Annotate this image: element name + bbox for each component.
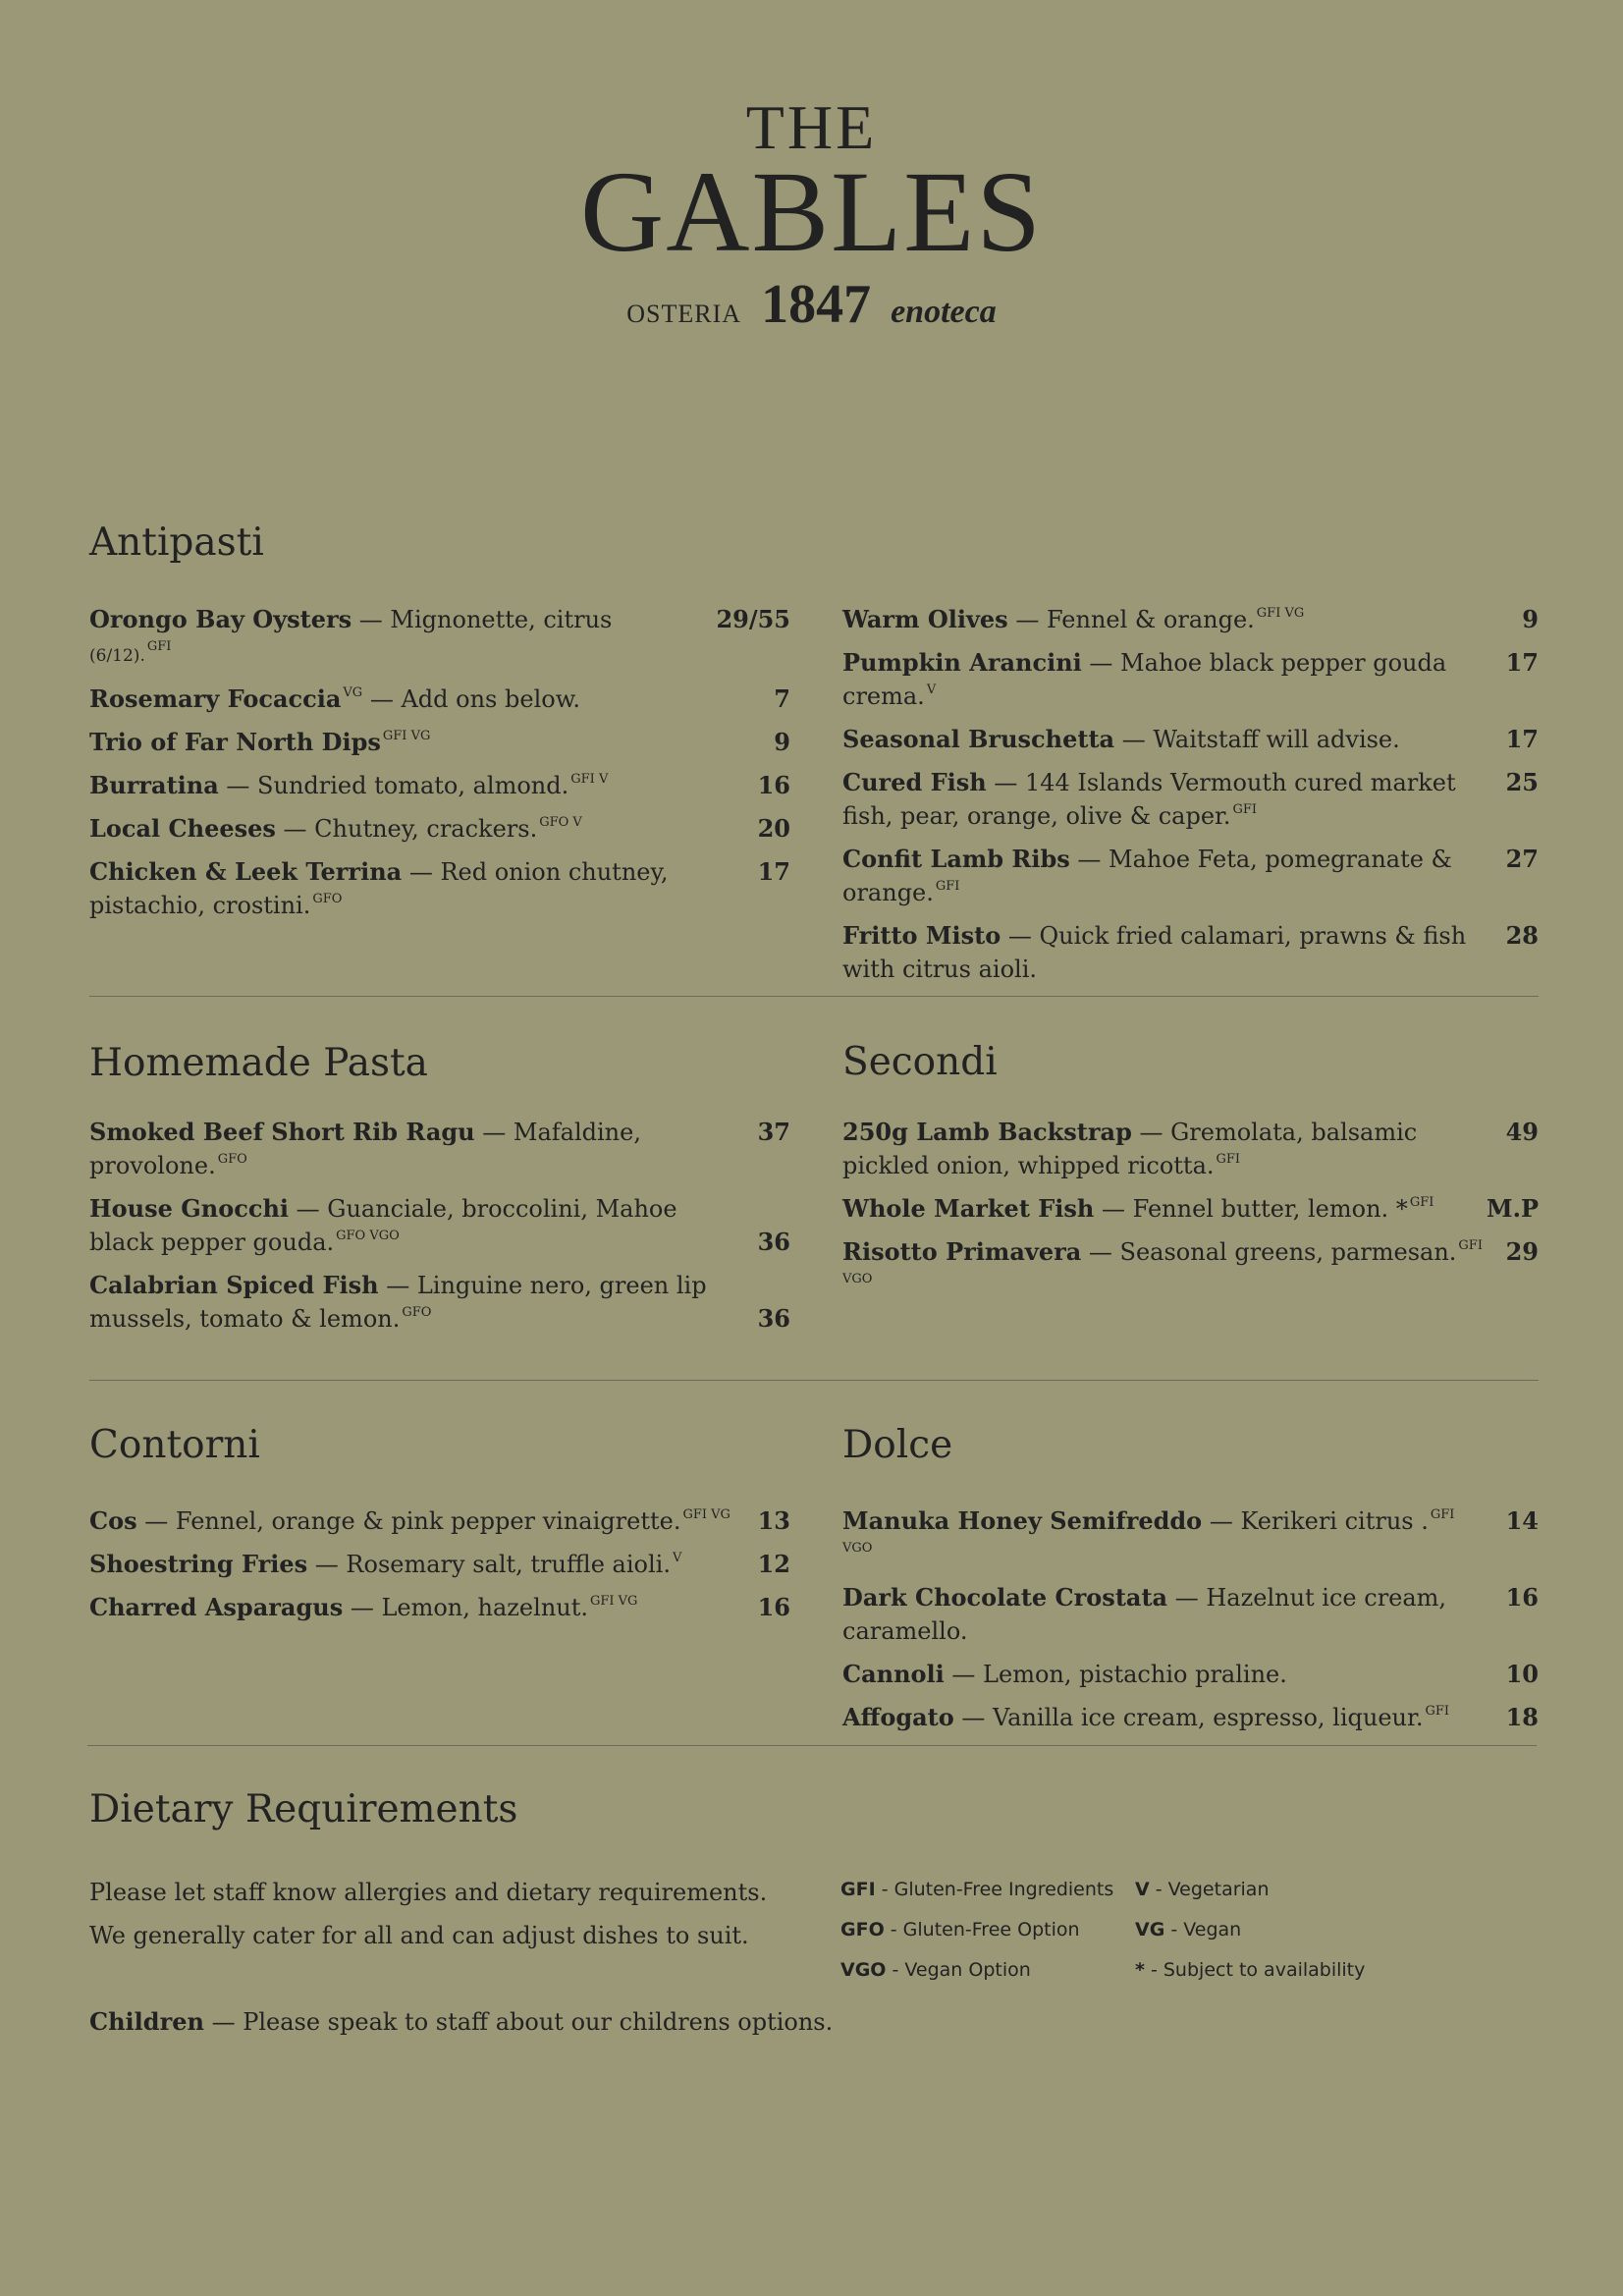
menu-item-name: Cured Fish — [842, 768, 987, 796]
dietary-tags: GFI — [1409, 1195, 1434, 1210]
menu-item-name: Pumpkin Arancini — [842, 648, 1082, 677]
menu-item-description — [842, 766, 1506, 833]
logo-year: 1847 — [761, 274, 872, 335]
antipasti-right-column — [842, 603, 1539, 996]
menu-item-desc: — Lemon, hazelnut. — [343, 1594, 588, 1621]
menu-item-price: 49 — [1505, 1118, 1539, 1146]
dietary-line-1: Please let staff know allergies and dietary requirements. — [89, 1879, 768, 1906]
legend-right — [1135, 1870, 1365, 1991]
menu-item — [842, 1192, 1539, 1226]
menu-item-description — [89, 1548, 758, 1581]
menu-item-description — [842, 1701, 1506, 1734]
menu-item-desc: — Red onion chutney, pistachio, crostini. — [89, 858, 669, 919]
menu-item — [89, 683, 790, 716]
menu-item-desc: — Lemon, pistachio praline. — [944, 1661, 1287, 1688]
dietary-line-2: We generally cater for all and can adjust dishes to suit. — [89, 1922, 749, 1949]
logo-subline — [0, 273, 1623, 336]
menu-item-description — [89, 1591, 758, 1624]
menu-item-name: Manuka Honey Semifreddo — [842, 1506, 1203, 1535]
pasta-column — [89, 1116, 790, 1345]
menu-item — [89, 812, 790, 846]
menu-item-description — [89, 769, 758, 802]
menu-item-name: Burratina — [89, 771, 219, 799]
menu-item-name: 250g Lamb Backstrap — [842, 1118, 1132, 1146]
menu-item-desc: — Add ons below. — [362, 685, 581, 713]
menu-item — [842, 1701, 1539, 1734]
menu-item-price: 16 — [757, 771, 790, 799]
menu-item — [842, 919, 1539, 986]
menu-item-name: Orongo Bay Oysters — [89, 605, 352, 633]
menu-item-name: Rosemary Focaccia — [89, 684, 342, 713]
menu-item-price: 16 — [757, 1593, 790, 1621]
menu-item-name: Smoked Beef Short Rib Ragu — [89, 1118, 475, 1146]
menu-item-desc: — Fennel, orange & pink pepper vinaigrette. — [136, 1507, 681, 1535]
menu-item-price: 20 — [757, 814, 790, 843]
logo-enoteca: enoteca — [891, 294, 997, 330]
restaurant-logo — [0, 92, 1623, 336]
menu-item — [842, 1581, 1539, 1648]
dietary-title: Dietary Requirements — [89, 1787, 518, 1831]
menu-item-description — [89, 603, 716, 673]
menu-item — [89, 1116, 790, 1182]
contorni-column — [89, 1504, 790, 1634]
menu-item-price: 36 — [757, 1228, 790, 1256]
menu-item-name: Chicken & Leek Terrina — [89, 857, 403, 886]
menu-item — [89, 726, 790, 759]
menu-item-price: 29 — [1505, 1237, 1539, 1266]
menu-item-desc: — Mahoe black pepper gouda crema. — [842, 649, 1447, 710]
menu-item — [89, 855, 790, 922]
menu-item-name: Calabrian Spiced Fish — [89, 1271, 379, 1299]
menu-item-desc: — Fennel & orange. — [1007, 606, 1255, 633]
dietary-tags: GFO V — [539, 815, 582, 830]
menu-item — [89, 1504, 790, 1538]
menu-item-desc: — Waitstaff will advise. — [1114, 726, 1400, 753]
menu-item-name: Seasonal Bruschetta — [842, 725, 1115, 753]
menu-item — [842, 1235, 1539, 1302]
menu-item-name: Charred Asparagus — [89, 1593, 344, 1621]
menu-item — [89, 1548, 790, 1581]
menu-item — [842, 766, 1539, 833]
legend-item: VG - Vegan — [1135, 1919, 1242, 1941]
dietary-tags: GFO — [402, 1305, 432, 1320]
menu-item-description — [842, 1192, 1487, 1226]
dietary-tags: V — [926, 683, 937, 697]
menu-item-name: House Gnocchi — [89, 1194, 290, 1223]
menu-item-desc: — Mahoe Feta, pomegranate & orange. — [842, 846, 1452, 906]
menu-item-desc: — Quick fried calamari, prawns & fish with citrus aioli. — [842, 922, 1467, 983]
dietary-tags: GFI — [1425, 1704, 1450, 1719]
menu-item-description — [89, 726, 774, 759]
menu-item-desc: — Vanilla ice cream, espresso, liqueur. — [953, 1704, 1424, 1731]
menu-item — [842, 843, 1539, 909]
menu-item-name: Trio of Far North Dips — [89, 728, 381, 756]
menu-item-price: 16 — [1505, 1583, 1539, 1612]
menu-item-desc: — Gremolata, balsamic pickled onion, whipped ricotta. — [842, 1119, 1418, 1179]
menu-item-price: 7 — [774, 684, 790, 713]
menu-item-price: 27 — [1505, 845, 1539, 873]
menu-item-desc: — Fennel butter, lemon. * — [1094, 1195, 1408, 1223]
logo-gables: GABLES — [580, 147, 1043, 276]
logo-the: THE — [745, 92, 878, 162]
antipasti-title: Antipasti — [89, 520, 264, 565]
dolce-column — [842, 1504, 1539, 1744]
legend-item: * - Subject to availability — [1135, 1959, 1366, 1981]
menu-item — [89, 1269, 790, 1336]
dietary-tags: GFI — [1232, 802, 1258, 817]
menu-item — [89, 1192, 790, 1259]
menu-item — [842, 1116, 1539, 1182]
section-divider — [87, 1745, 1537, 1746]
menu-item-desc: — Kerikeri citrus . — [1202, 1507, 1429, 1535]
children-label: Children — [89, 2007, 204, 2036]
dietary-note — [89, 1871, 836, 2044]
dietary-tags: GFI VG — [590, 1594, 638, 1609]
menu-item-description — [89, 855, 758, 922]
menu-item-description — [842, 843, 1506, 909]
dietary-tags: GFI — [146, 639, 172, 654]
menu-item-description — [842, 646, 1506, 713]
menu-item-desc: — Guanciale, broccolini, Mahoe black pepper gouda. — [89, 1195, 677, 1256]
menu-item-name: Local Cheeses — [89, 814, 276, 843]
menu-item-description — [89, 683, 774, 716]
menu-item-price: 17 — [1505, 725, 1539, 753]
pasta-title: Homemade Pasta — [89, 1041, 428, 1085]
dietary-tags: VG — [343, 685, 363, 700]
menu-item-name: Whole Market Fish — [842, 1194, 1095, 1223]
menu-item-description — [89, 1269, 758, 1336]
menu-item-price: 12 — [757, 1550, 790, 1578]
menu-item-desc: — Sundried tomato, almond. — [218, 772, 569, 799]
legend-item: V - Vegetarian — [1135, 1879, 1270, 1900]
menu-item-desc: — Mignonette, citrus — [352, 606, 613, 633]
menu-item-name: Cos — [89, 1506, 137, 1535]
menu-item-price: 17 — [757, 857, 790, 886]
menu-item-price: 36 — [757, 1304, 790, 1333]
menu-item-desc: — Rosemary salt, truffle aioli. — [307, 1551, 671, 1578]
menu-item-description — [842, 1581, 1506, 1648]
menu-item — [842, 723, 1539, 756]
dietary-tags: GFI VG — [1256, 606, 1305, 621]
menu-item — [89, 603, 790, 673]
menu-item-note: (6/12). — [89, 646, 145, 666]
secondi-title: Secondi — [842, 1040, 998, 1084]
menu-item-price: 10 — [1505, 1660, 1539, 1688]
menu-item-description — [842, 1116, 1506, 1182]
dietary-tags: V — [672, 1551, 682, 1565]
menu-item-price: 37 — [757, 1118, 790, 1146]
menu-item — [89, 1591, 790, 1624]
logo-osteria: OSTERIA — [626, 300, 742, 328]
menu-item-name: Cannoli — [842, 1660, 945, 1688]
menu-item-price: 18 — [1505, 1703, 1539, 1731]
menu-item-desc: — Hazelnut ice cream, caramello. — [842, 1584, 1447, 1645]
menu-item-description — [89, 812, 758, 846]
menu-item-name: Dark Chocolate Crostata — [842, 1583, 1168, 1612]
menu-item-description — [89, 1116, 758, 1182]
menu-item-price: 28 — [1505, 921, 1539, 950]
dietary-tags: GFI V — [570, 772, 609, 787]
menu-item-price: 29/55 — [716, 605, 790, 633]
menu-item-price: 13 — [757, 1506, 790, 1535]
dietary-tags: GFO VGO — [336, 1229, 400, 1243]
menu-item-description — [842, 919, 1506, 986]
menu-item-price: 17 — [1505, 648, 1539, 677]
menu-item-description — [842, 603, 1522, 636]
contorni-title: Contorni — [89, 1423, 260, 1467]
secondi-column — [842, 1116, 1539, 1312]
menu-item-description — [842, 1235, 1506, 1302]
menu-item — [89, 769, 790, 802]
menu-item-description — [842, 1658, 1506, 1691]
menu-item-price: 14 — [1505, 1506, 1539, 1535]
children-note — [89, 2000, 836, 2044]
dietary-tags: GFI VGO — [842, 1238, 1483, 1286]
menu-item — [842, 646, 1539, 713]
dietary-tags: GFI — [935, 879, 960, 894]
menu-item-name: Risotto Primavera — [842, 1237, 1082, 1266]
dietary-tags: GFI VG — [682, 1507, 730, 1522]
menu-item-price: 25 — [1505, 768, 1539, 796]
section-divider — [89, 1380, 1539, 1381]
menu-item-description — [842, 1504, 1506, 1571]
menu-item-name: Warm Olives — [842, 605, 1008, 633]
menu-item-description — [89, 1504, 758, 1538]
menu-item-desc: — Linguine nero, green lip mussels, tomato & lemon. — [89, 1272, 707, 1333]
menu-item-desc: — Mafaldine, provolone. — [89, 1119, 641, 1179]
menu-item-name: Fritto Misto — [842, 921, 1001, 950]
dietary-tags: GFO — [312, 892, 343, 906]
legend-item: VGO - Vegan Option — [840, 1959, 1031, 1981]
legend-item: GFO - Gluten-Free Option — [840, 1919, 1080, 1941]
menu-item-price: 9 — [774, 728, 790, 756]
menu-item-price: 9 — [1522, 605, 1539, 633]
dolce-title: Dolce — [842, 1423, 953, 1467]
menu-item-desc: — Chutney, crackers. — [275, 815, 538, 843]
menu-item — [842, 1504, 1539, 1571]
antipasti-left-column — [89, 603, 790, 932]
menu-item-name: Affogato — [842, 1703, 954, 1731]
dietary-tags: GFI — [1216, 1152, 1241, 1167]
dietary-tags: GFO — [217, 1152, 247, 1167]
menu-item-desc: — 144 Islands Vermouth cured market fish, pear, orange, olive & caper. — [842, 769, 1456, 830]
legend-left — [840, 1870, 1113, 1991]
menu-item-price: M.P — [1487, 1194, 1539, 1223]
menu-item-description — [842, 723, 1506, 756]
menu-item — [842, 1658, 1539, 1691]
menu-item-name: Shoestring Fries — [89, 1550, 308, 1578]
menu-item-name: Confit Lamb Ribs — [842, 845, 1070, 873]
menu-item — [842, 603, 1539, 636]
dietary-tags: GFI VGO — [842, 1507, 1455, 1556]
section-divider — [89, 996, 1539, 997]
menu-item-desc: — Seasonal greens, parmesan. — [1081, 1238, 1457, 1266]
menu-item-description — [89, 1192, 758, 1259]
dietary-tags: GFI VG — [382, 729, 431, 743]
legend-item: GFI - Gluten-Free Ingredients — [840, 1879, 1114, 1900]
children-text: — Please speak to staff about our childrens options. — [203, 2008, 834, 2036]
